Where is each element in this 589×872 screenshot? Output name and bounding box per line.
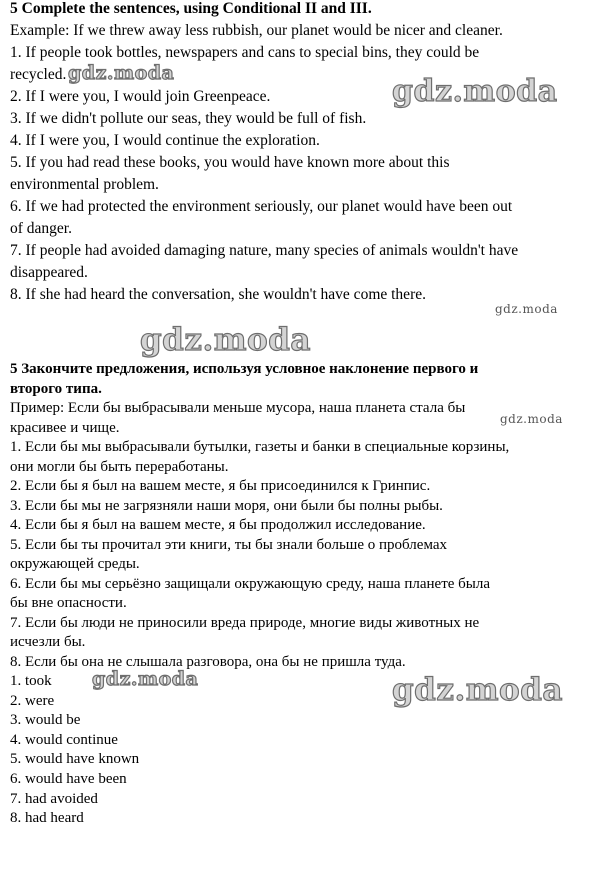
russian-line: 3. Если бы мы не загрязняли наши моря, они были бы полны рыбы. [10,497,443,514]
english-line: environmental problem. [10,176,159,193]
answer-item: 5. would have known [10,751,140,768]
answer-item: 3. would be [10,712,81,729]
answer-item: 2. were [10,692,55,709]
russian-line: 1. Если бы мы выбрасывали бутылки, газеты и банки в специальные корзины, [10,439,510,455]
answer-item: 7. had avoided [10,790,98,807]
russian-line: 7. Если бы люди не приносили вреда природе, многие виды животных не [10,614,480,631]
english-line: 2. If I were you, I would join Greenpeace. [10,88,271,105]
english-line: 4. If I were you, I would continue the exploration. [10,132,320,149]
russian-line: бы вне опасности. [10,595,127,611]
russian-line: окружающей среды. [10,556,140,572]
english-line: 3. If we didn't pollute our seas, they would be full of fish. [10,110,367,127]
answer-item: 6. would have been [10,770,127,787]
watermark-logo: gdz.moda [140,322,311,358]
english-line: 8. If she had heard the conversation, she wouldn't have come there. [10,286,426,303]
watermark-logo: gdz.moda [392,672,563,708]
answer-item: 8. had heard [10,810,84,827]
answers-list [10,672,139,829]
english-heading: 5 Complete the sentences, using Conditional II and III. [10,0,372,17]
russian-line: 5. Если бы ты прочитал эти книги, ты бы знали больше о проблемах [10,536,447,553]
english-line: 5. If you had read these books, you would have known more about this [10,154,450,171]
russian-line: 2. Если бы я был на вашем месте, я бы присоединился к Гринпис. [10,478,431,494]
russian-heading-line-1: 5 Закончите предложения, используя условное наклонение первого и [10,361,479,377]
english-line: of danger. [10,220,72,237]
russian-line: Пример: Если бы выбрасывали меньше мусора, наша планета стала бы [10,400,466,416]
russian-line: 8. Если бы она не слышала разговора, она бы не пришла туда. [10,653,406,670]
watermark-logo: gdz.moda [392,74,558,109]
russian-section [10,360,582,672]
russian-line: красивее и чище. [10,419,120,436]
english-line: 1. If people took bottles, newspapers and cans to special bins, they could be [10,44,480,61]
english-line: 6. If we had protected the environment seriously, our planet would have been out [10,198,513,215]
watermark-logo: gdz.moda [495,302,558,316]
russian-line: 4. Если бы я был на вашем месте, я бы продолжил исследование. [10,517,426,533]
english-line: 7. If people had avoided damaging nature, many species of animals wouldn't have [10,242,519,259]
russian-line: 6. Если бы мы серьёзно защищали окружающую среду, наша планете была [10,575,491,592]
russian-heading-line-2: второго типа. [10,380,102,397]
russian-line: они могли бы быть переработаны. [10,458,229,475]
watermark-logo: gdz.moda [500,412,563,426]
english-section [10,0,582,306]
answer-item: 4. would continue [10,731,118,748]
english-example: Example: If we threw away less rubbish, our planet would be nicer and cleaner. [10,22,503,39]
watermark-logo: gdz.moda [68,62,175,84]
watermark-logo: gdz.moda [92,668,199,690]
english-line: recycled. [10,66,67,83]
english-line: disappeared. [10,264,88,281]
answer-item: 1. took [10,673,52,689]
russian-line: исчезли бы. [10,634,86,650]
